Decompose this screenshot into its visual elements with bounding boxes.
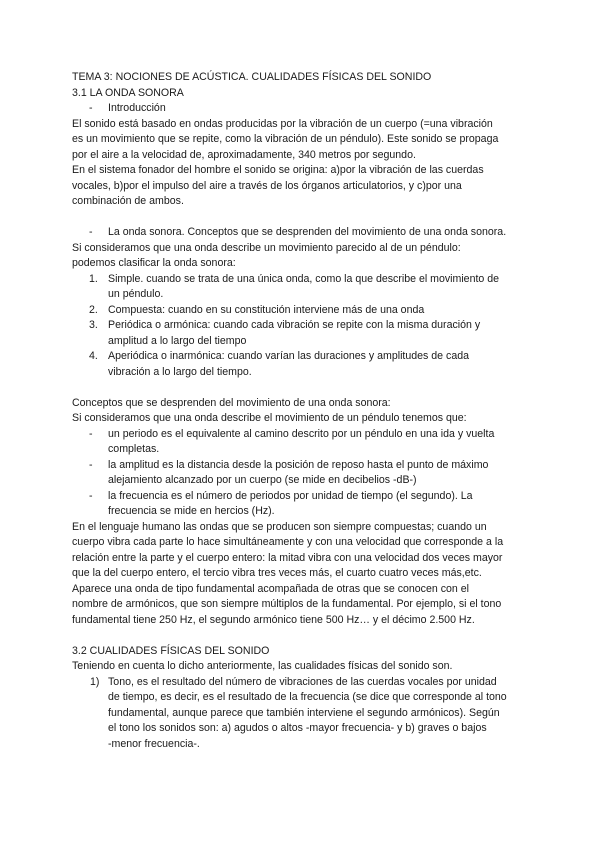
list-item (72, 458, 532, 489)
document-title: TEMA 3: NOCIONES DE ACÚSTICA. CUALIDADES FÍSICAS DEL SONIDO (72, 71, 432, 83)
numbered-list (72, 272, 532, 381)
text-line: un periodo es el equivalente al camino descrito por un péndulo en una ida y vuelta (108, 427, 495, 440)
text-line: Aperiódica o inarmónica: cuando varían las duraciones y amplitudes de cada (108, 350, 469, 362)
paragraph-intro (72, 117, 532, 210)
section-3-2-heading: 3.2 CUALIDADES FÍSICAS DEL SONIDO (72, 644, 270, 657)
onda-sonora-bullet (72, 225, 532, 241)
list-item (72, 318, 532, 349)
text-line: cuerpo vibra cada parte lo hace simultáneamente y con una velocidad que corresponde a la (72, 536, 504, 548)
list-number: 4. (89, 350, 98, 362)
text-line: relación entre la parte y el cuerpo entero: la mitad vibra con una velocidad dos veces mayor (72, 551, 503, 564)
list-item (72, 427, 532, 458)
paragraph-compound-waves (72, 520, 532, 629)
text-line: de tiempo, es decir, es el resultado de la frecuencia (se dice que corresponde al tono (108, 691, 507, 703)
text-line: Simple. cuando se trata de una única onda, como la que describe el movimiento de (108, 272, 500, 285)
bullet-dash: - (89, 427, 93, 440)
section-3-1-heading: 3.1 LA ONDA SONORA (72, 86, 184, 99)
list-item (72, 489, 532, 520)
text-line: que la del cuerpo entero, el tercio vibra tres veces más, el cuarto cuatro veces más,etc. (72, 567, 482, 579)
onda-sonora-label: La onda sonora. Conceptos que se desprenden del movimiento de una onda sonora. (108, 226, 507, 238)
intro-bullet (72, 101, 532, 117)
text-line: completas. (108, 443, 160, 455)
text-line: vibración a lo largo del tiempo. (108, 365, 252, 378)
list-item (72, 272, 532, 303)
text-line: un péndulo. (108, 288, 164, 300)
text-line: el tono los sonidos son: a) agudos o altos -mayor frecuencia- y b) graves o bajos (108, 722, 487, 734)
paragraph-classification (72, 241, 532, 272)
intro-label: Introducción (108, 102, 166, 114)
text-line: -menor frecuencia-. (108, 737, 200, 750)
bullet-dash: - (89, 102, 93, 114)
text-line: Aparece una onda de tipo fundamental acompañada de otras que se conocen con el (72, 582, 469, 595)
section-3-2-intro: Teniendo en cuenta lo dicho anteriormente, las cualidades físicas del sonido son. (72, 660, 453, 672)
text-line: Compuesta: cuando en su constitución interviene más de una onda (108, 303, 425, 316)
text-line: Si consideramos que una onda describe el movimiento de un péndulo tenemos que: (72, 412, 467, 424)
text-line: podemos clasificar la onda sonora: (72, 257, 236, 269)
list-item (72, 303, 532, 319)
bullet-dash: - (89, 489, 93, 502)
bullet-dash: - (89, 458, 93, 471)
qualities-list (72, 675, 532, 753)
text-line: nombre de armónicos, que son siempre múltiplos de la fundamental. Por ejemplo, si el tono (72, 598, 502, 610)
text-line: combinación de ambos. (72, 195, 184, 207)
text-line: En el sistema fonador del hombre el sonido se origina: a)por la vibración de las cuerdas (72, 164, 484, 176)
dash-list (72, 427, 532, 520)
text-line: Tono, es el resultado del número de vibraciones de las cuerdas vocales por unidad (108, 675, 497, 688)
list-item (72, 349, 532, 380)
text-line: frecuencia se mide en hercios (Hz). (108, 505, 275, 517)
text-line: la amplitud es la distancia desde la posición de reposo hasta el punto de máximo (108, 458, 489, 471)
text-line: amplitud a lo largo del tiempo (108, 334, 247, 347)
text-line: El sonido está basado en ondas producidas por la vibración de un cuerpo (=una vibración (72, 117, 493, 130)
text-line: la frecuencia es el número de periodos por unidad de tiempo (el segundo). La (108, 489, 473, 502)
text-line: Conceptos que se desprenden del movimiento de una onda sonora: (72, 396, 391, 409)
list-number: 1) (90, 675, 100, 688)
document-page (72, 70, 532, 752)
paragraph-concepts (72, 396, 532, 427)
text-line: alejamiento alcanzado por un cuerpo (se mide en decibelios -dB-) (108, 474, 417, 486)
list-number: 1. (89, 272, 98, 285)
list-number: 3. (89, 319, 98, 331)
text-line: Si consideramos que una onda describe un movimiento parecido al de un péndulo: (72, 241, 461, 254)
list-number: 2. (89, 303, 98, 316)
text-line: vocales, b)por el impulso del aire a través de los órganos articulatorios, y c)por una (72, 179, 462, 192)
text-line: En el lenguaje humano las ondas que se producen son siempre compuestas; cuando un (72, 520, 487, 533)
text-line: Periódica o armónica: cuando cada vibración se repite con la misma duración y (108, 319, 481, 331)
text-line: fundamental, aunque parece que también interviene el segundo armónicos). Según (108, 706, 500, 719)
bullet-dash: - (89, 226, 93, 238)
list-item (72, 675, 532, 753)
text-line: fundamental tiene 250 Hz, el segundo armónico tiene 500 Hz… y el décimo 2.500 Hz. (72, 613, 475, 626)
text-line: es un movimiento que se repite, como la vibración de un péndulo). Este sonido se propaga (72, 133, 499, 145)
text-line: por el aire a la velocidad de, aproximadamente, 340 metros por segundo. (72, 148, 416, 161)
